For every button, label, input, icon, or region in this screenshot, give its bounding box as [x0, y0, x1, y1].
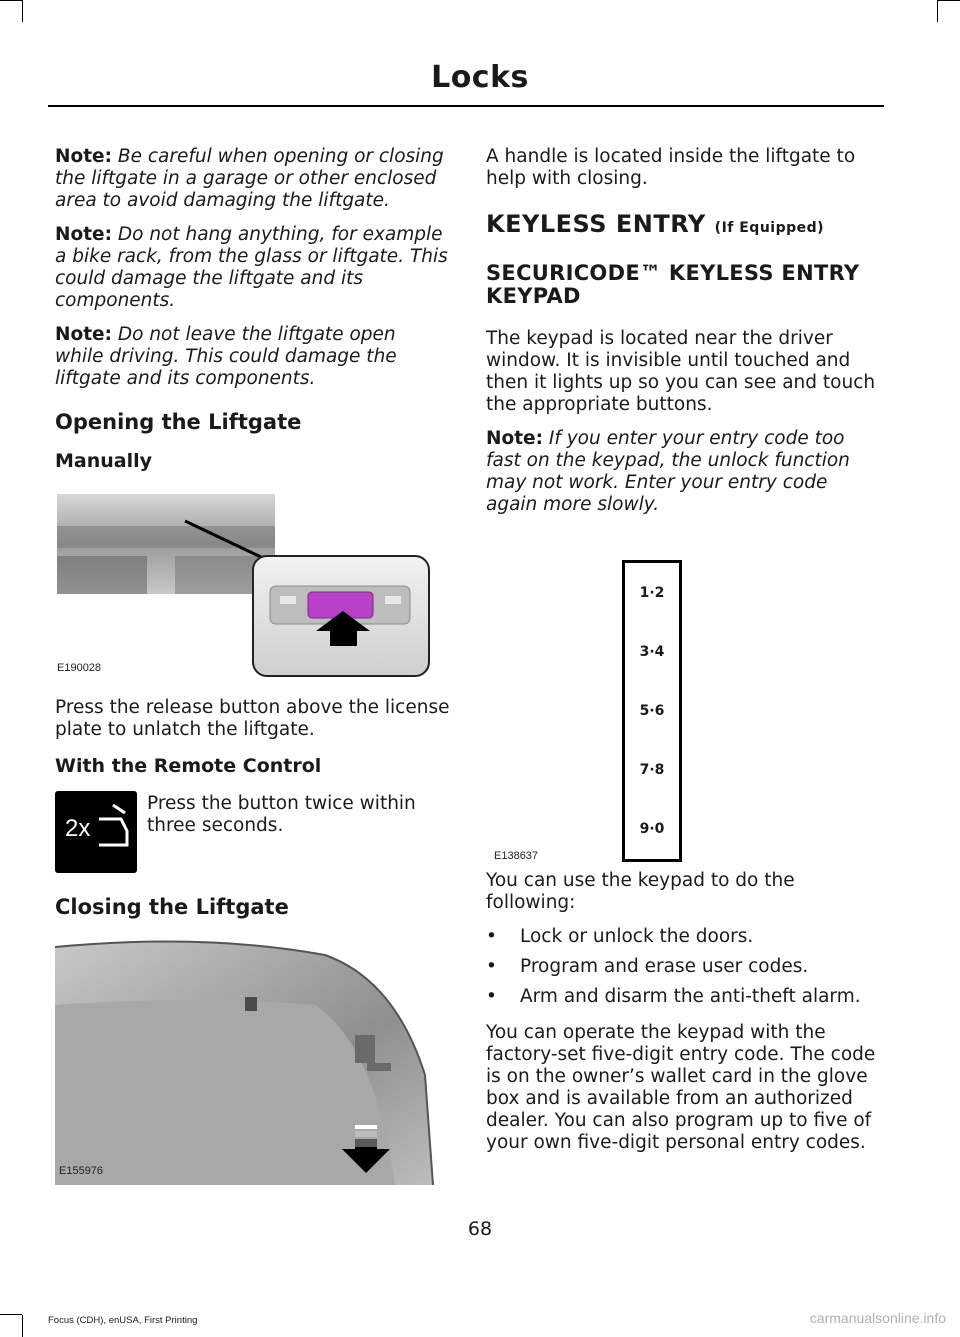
keypad-panel [622, 560, 682, 862]
figure-label: E155976 [59, 1165, 104, 1177]
crop-mark [22, 0, 23, 22]
keypad-button: 3·4 [639, 644, 665, 660]
remote-control-heading: With the Remote Control [55, 755, 322, 777]
list-item: • Lock or unlock the doors. [486, 926, 881, 948]
remote-icon-text: 2x [65, 815, 91, 842]
header-divider [48, 105, 884, 107]
liftgate-closing-figure [55, 935, 450, 1185]
note-2 [55, 224, 450, 312]
page-title: Locks [431, 60, 529, 95]
handle-text: A handle is located inside the liftgate to help with closing. [486, 146, 856, 189]
if-equipped-label: (If Equipped) [714, 220, 825, 236]
liftgate-release-illustration [55, 486, 450, 681]
crop-mark [22, 1315, 23, 1337]
keyless-entry-heading [486, 210, 881, 242]
securicode-heading: SECURICODE™ KEYLESS ENTRY KEYPAD [486, 261, 860, 308]
opening-liftgate-heading: Opening the Liftgate [55, 410, 302, 434]
note-label: Note: [55, 224, 112, 245]
crop-mark [937, 0, 938, 22]
release-instructions: Press the release button above the license plate to unlatch the liftgate. [55, 697, 450, 740]
closing-liftgate-heading: Closing the Liftgate [55, 895, 289, 919]
right-column [486, 146, 881, 1166]
left-column [55, 146, 450, 1185]
note-text: Be careful when opening or closing the liftgate in a garage or other enclosed area to avoid damaging the liftgate. [55, 146, 444, 211]
publication-info: Focus (CDH), enUSA, First Printing [48, 1315, 198, 1326]
factory-code-text: You can operate the keypad with the factory-set five-digit entry code. The code is on the owner’s wallet card in the glove box and is available from an authorized dealer. You can also program up to five of your own five-digit personal entry codes. [486, 1022, 876, 1153]
crop-mark [0, 0, 22, 1]
liftgate-closing-illustration [55, 935, 450, 1185]
keypad-note [486, 428, 881, 516]
manually-heading: Manually [55, 450, 153, 472]
keypad-description: The keypad is located near the driver window. It is invisible until touched and then it lights up so you can see and touch the appropriate buttons. [486, 328, 876, 415]
note-text: If you enter your entry code too fast on the keypad, the unlock function may not work. Enter your entry code again more slowly. [486, 428, 850, 515]
note-label: Note: [486, 428, 543, 449]
keypad-figure [486, 528, 881, 862]
note-text: Do not hang anything, for example a bike rack, from the glass or liftgate. This could damage the liftgate and its components. [55, 224, 448, 311]
page-number: 68 [467, 1218, 493, 1240]
keypad-button: 5·6 [639, 703, 665, 719]
keypad-uses-intro: You can use the keypad to do the following: [486, 870, 795, 913]
remote-control-row [55, 791, 450, 881]
keypad-button: 7·8 [639, 762, 665, 778]
liftgate-icon [55, 791, 137, 873]
note-label: Note: [55, 146, 112, 167]
keypad-button: 1·2 [639, 585, 665, 601]
remote-liftgate-icon [55, 791, 137, 873]
list-item: • Program and erase user codes. [486, 956, 881, 978]
liftgate-release-figure [55, 486, 450, 681]
keypad-uses-list [486, 926, 881, 1008]
note-1 [55, 146, 450, 212]
figure-label: E138637 [494, 850, 539, 862]
list-item: • Arm and disarm the anti-theft alarm. [486, 986, 881, 1008]
note-label: Note: [55, 324, 112, 345]
note-text: Do not leave the liftgate open while driving. This could damage the liftgate and its components. [55, 324, 397, 389]
keyless-entry-title: KEYLESS ENTRY [486, 210, 706, 238]
crop-mark [0, 1314, 22, 1315]
keypad-button: 9·0 [639, 821, 665, 837]
note-3 [55, 324, 450, 390]
watermark: carmanualsonline.info [809, 1310, 946, 1326]
remote-instructions: Press the button twice within three seconds. [147, 793, 416, 836]
figure-label: E190028 [57, 662, 102, 674]
crop-mark [938, 0, 960, 1]
